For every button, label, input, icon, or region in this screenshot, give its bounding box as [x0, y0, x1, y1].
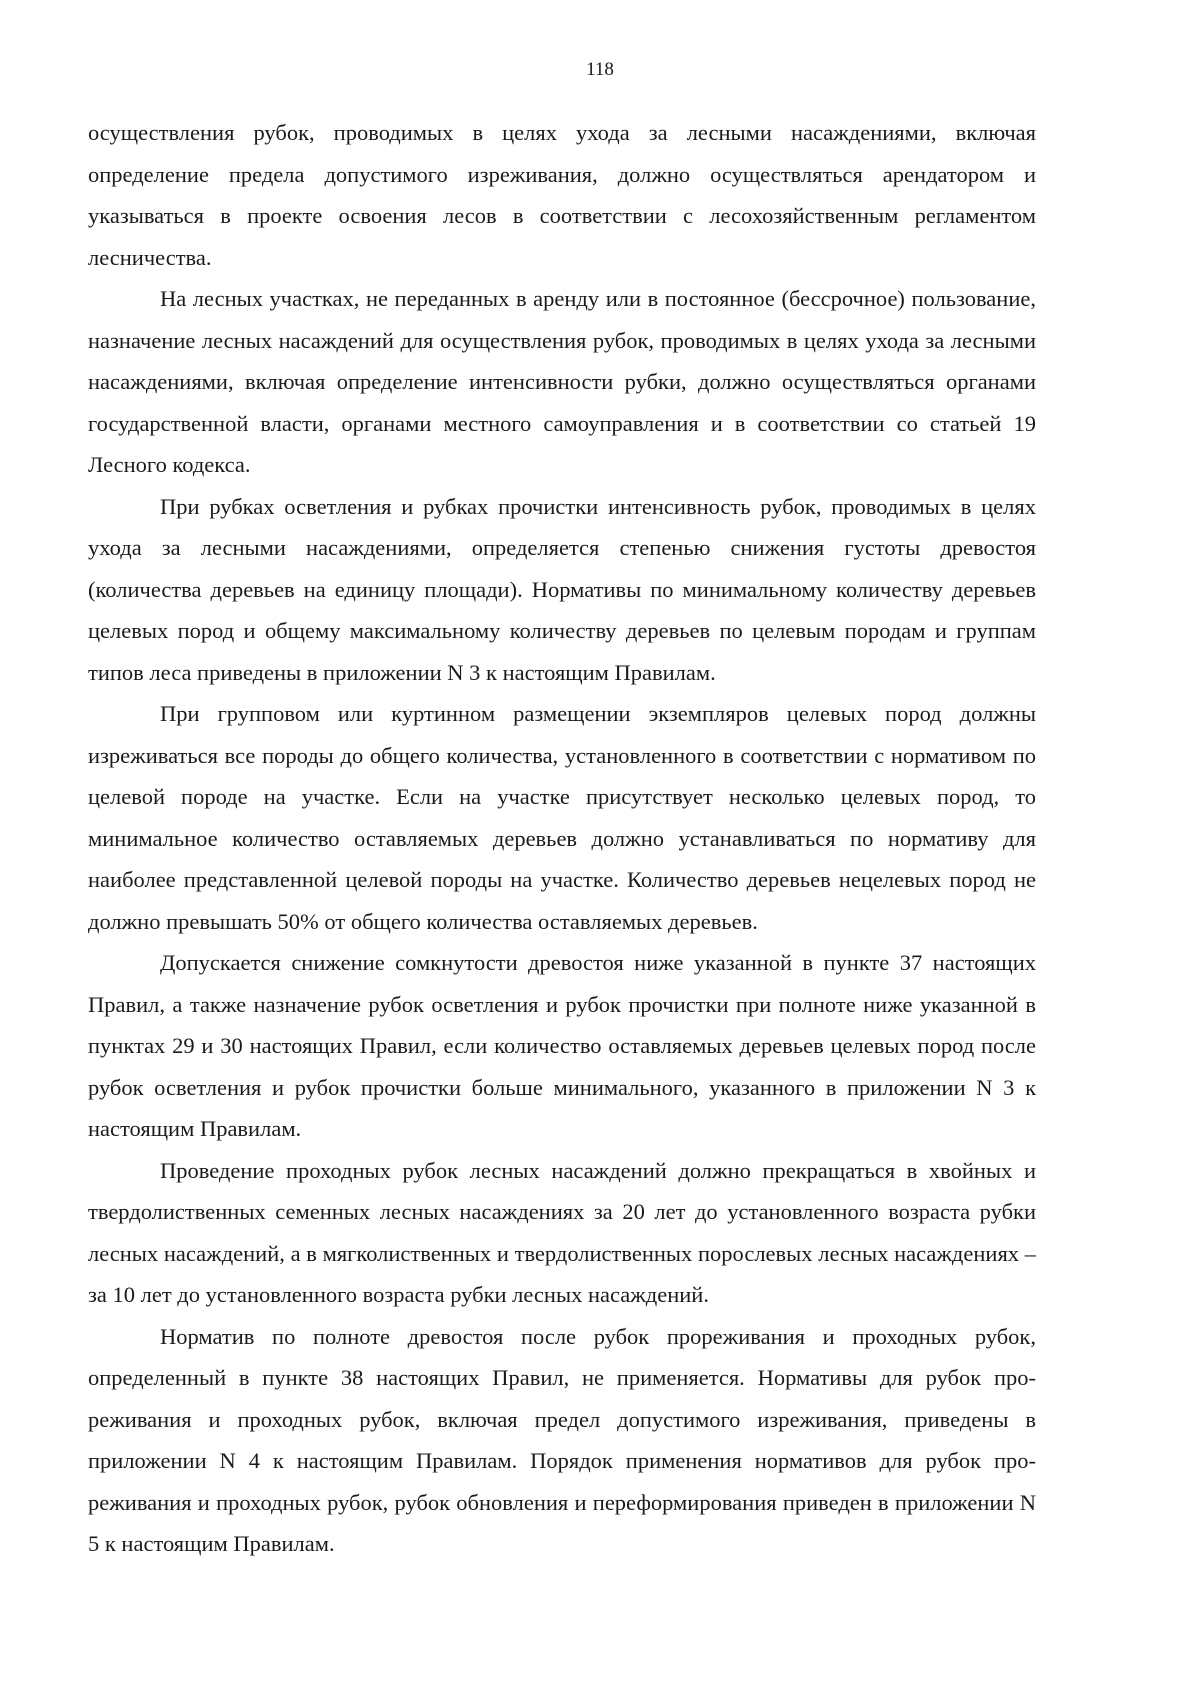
paragraph-thinning-intensity: При рубках осветления и рубках прочистки интенсивность рубок, проводимых в целях ухода за лесными насаждениями, определяется степенью снижения густоты древостоя (количества деревьев на единицу площади). Нормативы по минимальному количеству деревьев целевых пород и общему максимальному количеству деревьев по целевым породам и группам типов леса приведены в приложении N 3 к настоящим Правилам. [88, 493, 1036, 685]
paragraph-unleased-plots: На лесных участках, не переданных в аренду или в постоянное (бессрочное) пользование, назначение лесных насаждений для осуществления рубок, проводимых в целях ухода за лесными насаждениями, включая определение интенсивности рубки, должно осуществляться органами государственной власти, органами местного самоуправления и в соответствии со статьей 19 Лесного кодекса. [88, 286, 1036, 477]
body-text [88, 112, 1036, 1565]
page-number: 118 [586, 59, 614, 80]
paragraph-canopy-reduction: Допускается снижение сомкнутости древостоя ниже указанной в пункте 37 настоящих Правил, а также назначение рубок осветления и рубок прочистки при полноте ниже указанной в пунктах 29 и 30 настоящих Правил, если количество оставляемых деревьев целевых пород после рубок осветления и рубок прочистки больше минимального, указанного в приложении N 3 к настоящим Правилам. [88, 950, 1036, 1141]
paragraph-passage-cuttings: Проведение проходных рубок лесных насаждений должно прекращаться в хвойных и твердолиственных семенных лесных насаждениях за 20 лет до установленного возраста рубки лесных насаждений, а в мягколиственных и твердолиственных порослевых лесных насаждениях – за 10 лет до установленного возраста рубки лесных насаждений. [88, 1157, 1036, 1307]
paragraph-continuation: осуществления рубок, проводимых в целях ухода за лесными насаждениями, включая определение предела допустимого изреживания, должно осуществляться арендатором и указываться в проекте освоения лесов в соответствии с лесохозяйственным регламентом лесничества. [88, 120, 1036, 270]
paragraph-group-placement: При групповом или куртинном размещении экземпляров целевых пород должны изреживаться все породы до общего количества, установленного в соответствии с нормативом по целевой породе на участке. Если на участке присутствует несколько целевых пород, то минимальное количество оставляемых деревьев должно устанавливаться по нормативу для наиболее представленной целевой породы на участке. Количество деревьев нецелевых пород не должно превышать 50% от общего количества оставляемых деревьев. [88, 701, 1036, 934]
paragraph-density-norms: Норматив по полноте древостоя после рубок прореживания и проходных рубок, определенный в пункте 38 настоящих Правил, не применяется. Нормативы для рубок прореживания и проходных рубок, включая предел допустимого изреживания, приведены в приложении N 4 к настоящим Правилам. Порядок применения нормативов для рубок прореживания и проходных рубок, рубок обновления и переформирования приведен в приложении N 5 к настоящим Правилам. [88, 1323, 1036, 1556]
